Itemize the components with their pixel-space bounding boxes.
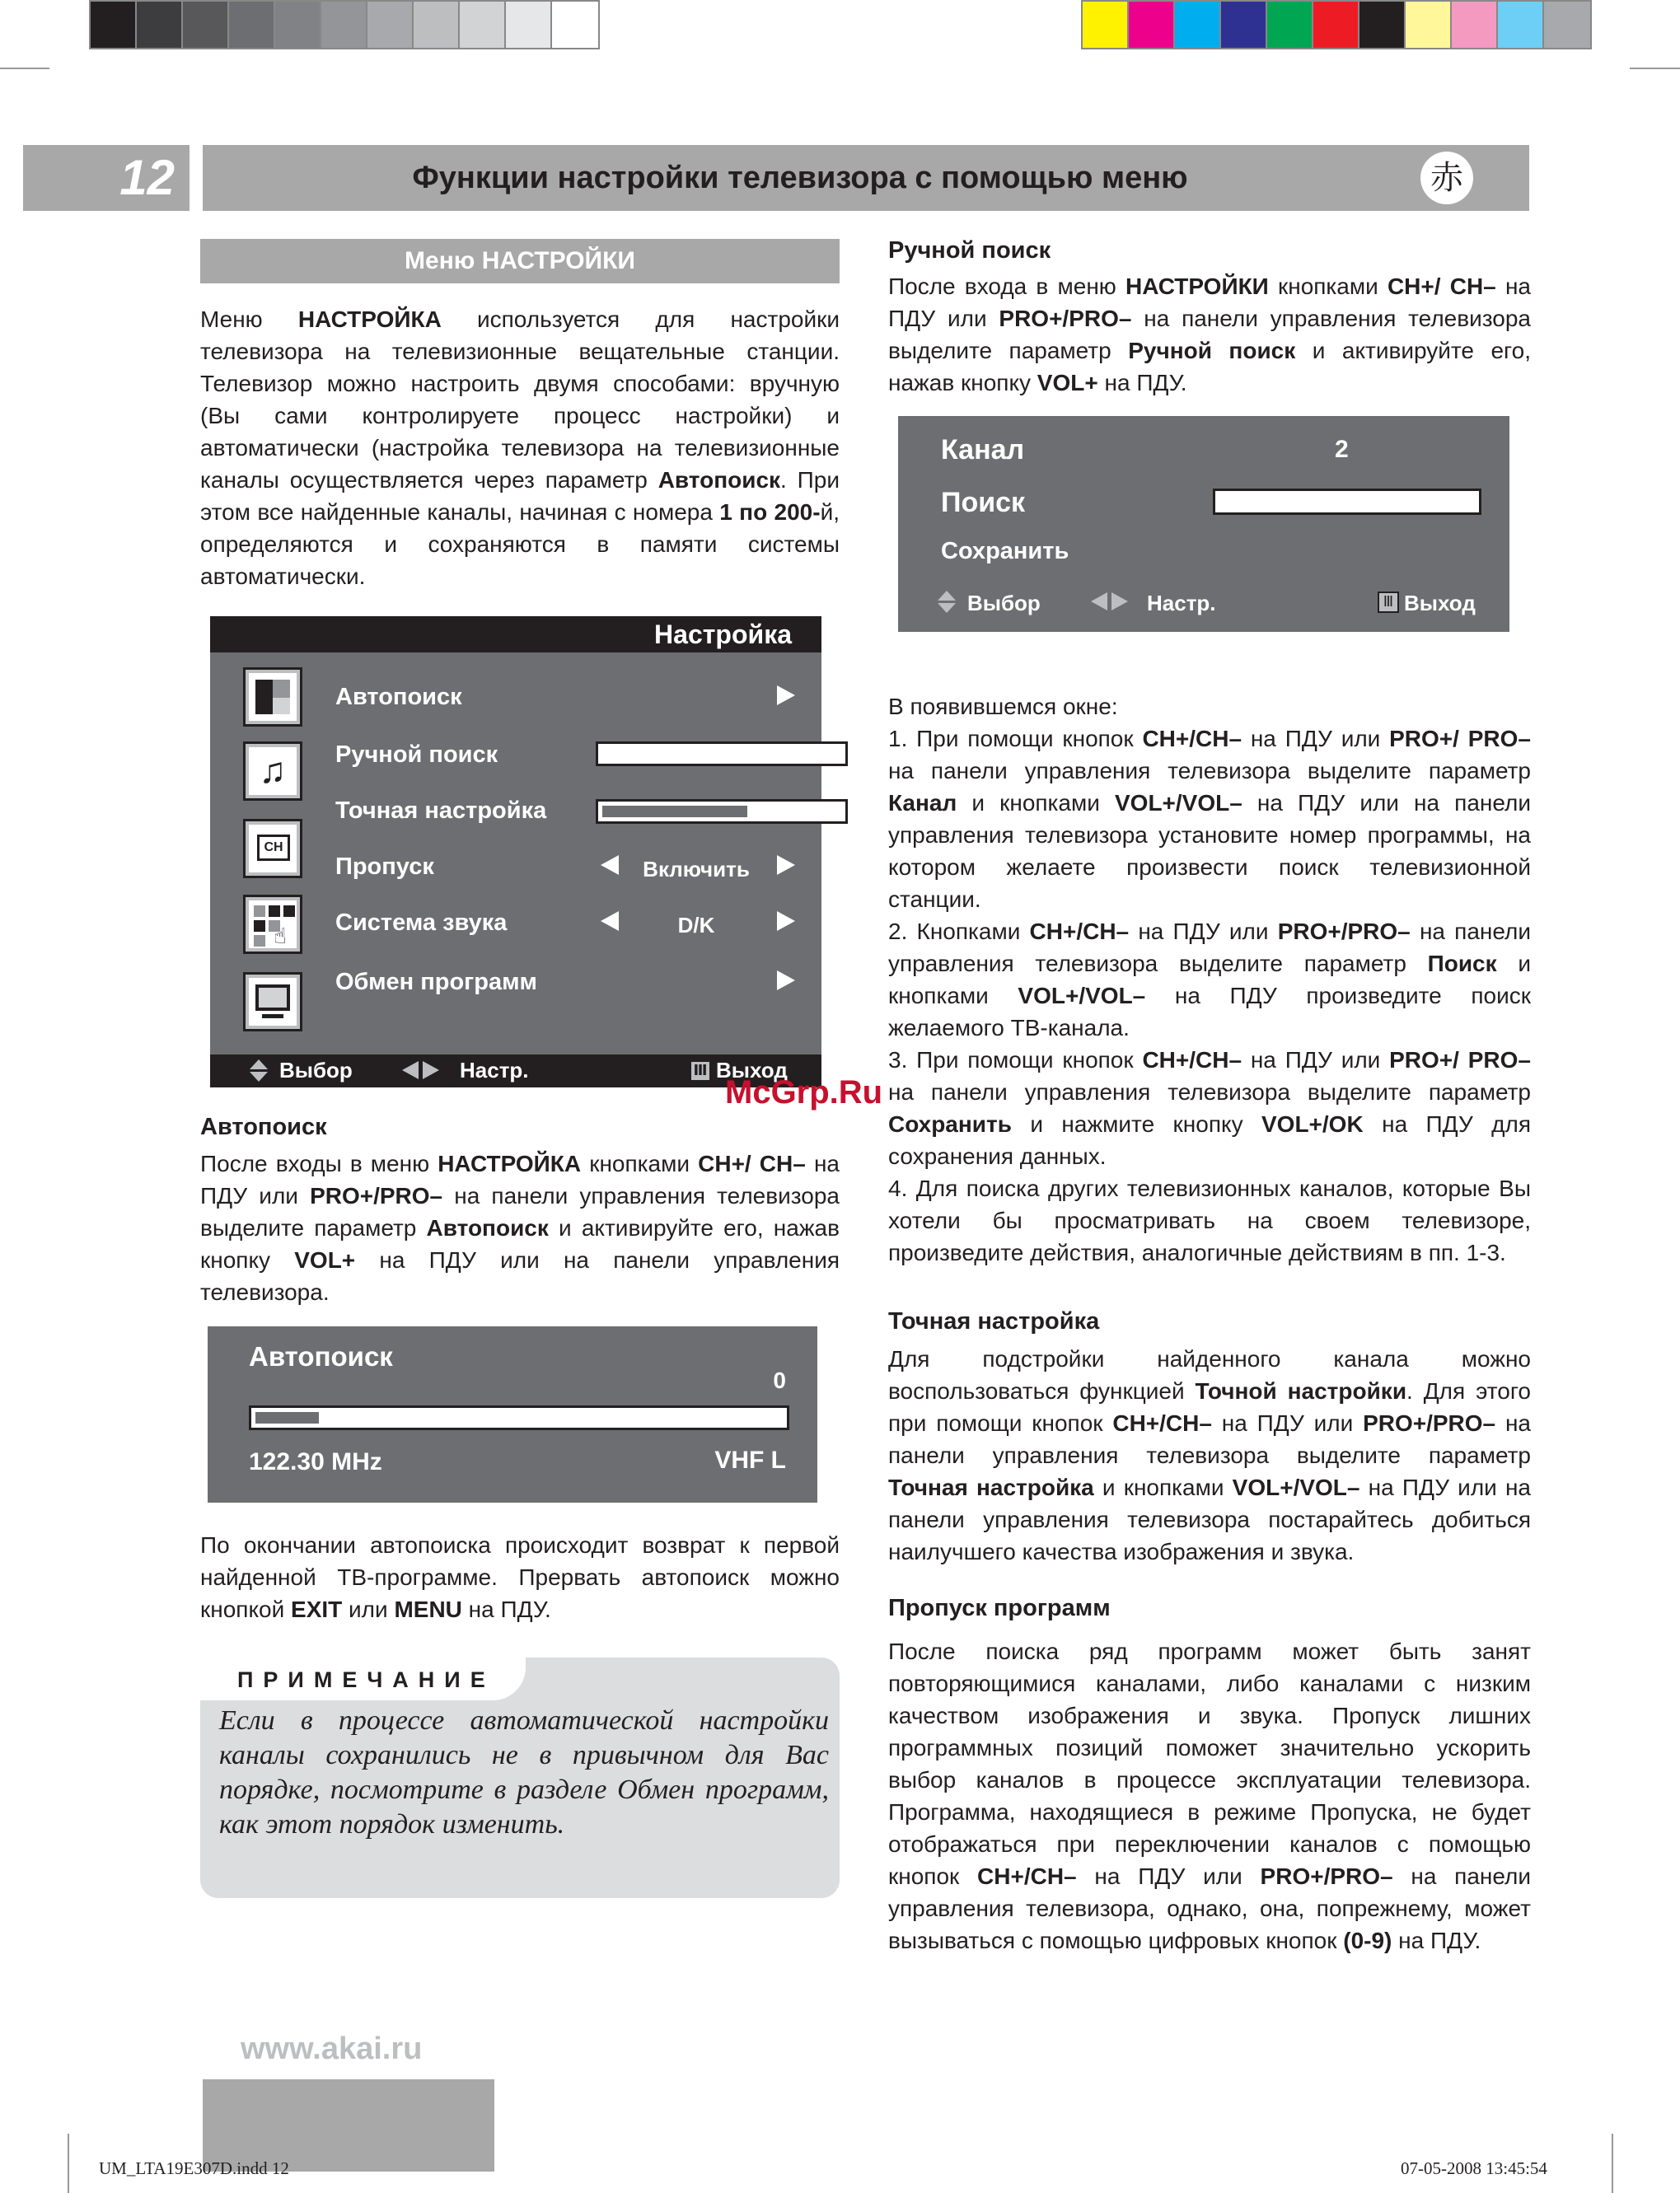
menu-item-sound-system[interactable]: Система звука <box>335 909 508 936</box>
bold-term: Точная настройка <box>888 1475 1094 1500</box>
bold-term: VOL+/OK <box>1261 1111 1364 1137</box>
menu-item-autosearch[interactable]: Автопоиск <box>335 684 462 710</box>
color-swatch <box>183 2 229 48</box>
bold-term: НАСТРОЙКА <box>297 306 442 332</box>
bold-term: PRO+/ PRO– <box>1389 726 1531 751</box>
bold-term: EXIT <box>291 1597 343 1622</box>
manual-search-paragraph: После входа в меню НАСТРОЙКИ кнопками CH+/ CH– на ПДУ или PRO+/PRO– на панели управления телевизора выделите параметр Ручной поиск и активируйте его, нажав кнопку VOL+ на ПДУ. <box>888 274 1531 395</box>
bold-term: НАСТРОЙКИ <box>1125 274 1269 299</box>
up-down-arrow-icon <box>250 1072 268 1082</box>
section-title: Меню НАСТРОЙКИ <box>200 239 840 283</box>
autosearch-frequency: 122.30 MHz <box>249 1448 382 1475</box>
left-right-arrow-icon <box>1091 592 1107 610</box>
color-swatch <box>1129 2 1175 48</box>
color-swatch <box>1267 2 1313 48</box>
settings-menu <box>210 616 821 1087</box>
color-swatch <box>229 2 275 48</box>
footer-file-info: UM_LTA19E307D.indd 12 <box>99 2158 289 2178</box>
fine-tune-paragraph: Для подстройки найденного канала можно воспользоваться функцией Точной настройки. Для этого при помощи кнопок CH+/CH– на ПДУ или PRO+/PRO– на панели управления телевизора выделите параметр Точная настройка и кнопками VOL+/VOL– на ПДУ или на панели управления телевизора постарайтесь добиться наилучшего качества изображения и звука. <box>888 1346 1531 1564</box>
footer-date: 07-05-2008 13:45:54 <box>1401 2158 1547 2178</box>
arrow-left-icon <box>601 855 619 875</box>
color-swatch <box>91 2 137 48</box>
steps-paragraph: В появившемся окне: 1. При помощи кнопок CH+/CH– на ПДУ или PRO+/ PRO– на панели управления телевизора выделите параметр Канал и кнопками VOL+/VOL– на ПДУ или на панели управления телевизора установите номер программы, на котором желаете произвести поиск телевизионной станции. 2. Кнопками CH+/CH– на ПДУ или PRO+/PRO– на панели управления телевизора выделите параметр Поиск и кнопками VOL+/VOL– на ПДУ произведите поиск желаемого ТВ-канала. 3. При помощи кнопок CH+/CH– на ПДУ или PRO+/ PRO– на панели управления телевизора выделите параметр Сохранить и нажмите кнопку VOL+/OK на ПДУ для сохранения данных. 4. Для поиска других телевизионных каналов, которые Вы хотели бы просматривать на своем телевизоре, произведите действия, аналогичные действиям в пп. 1-3. <box>888 694 1531 1265</box>
up-down-arrow-icon <box>250 1059 268 1069</box>
skip-programs-heading: Пропуск программ <box>888 1595 1111 1621</box>
color-swatch <box>137 2 183 48</box>
up-down-arrow-icon <box>938 603 956 613</box>
autosearch-band: VHF L <box>714 1447 786 1474</box>
bold-term: CH+/ CH– <box>1387 274 1496 299</box>
menu-item-program-swap[interactable]: Обмен программ <box>335 969 538 995</box>
color-swatch <box>506 2 552 48</box>
arrow-right-icon <box>777 685 795 705</box>
bold-term: MENU <box>394 1597 462 1622</box>
sound-system-value: D/K <box>677 913 715 938</box>
bold-term: CH+/CH– <box>1112 1410 1212 1436</box>
color-calibration-strip <box>1081 0 1592 49</box>
color-swatch <box>1498 2 1544 48</box>
brand-logo-icon: 赤 <box>1420 152 1473 204</box>
bold-term: PRO+/PRO– <box>1363 1410 1496 1436</box>
bold-term: Ручной поиск <box>1128 338 1296 363</box>
arrow-right-icon <box>777 970 795 990</box>
color-swatch <box>1544 2 1590 48</box>
bold-term: Автопоиск <box>426 1215 549 1241</box>
note-text: Если в процессе автоматической настройки каналы сохранились не в привычном для Вас порядке, посмотрите в разделе Обмен программ, как этот порядок изменить. <box>219 1705 829 1840</box>
bold-term: VOL+ <box>294 1247 356 1273</box>
menu-title-bar <box>210 616 821 652</box>
save-label: Сохранить <box>941 538 1069 564</box>
footer-select-label: Выбор <box>279 1058 353 1082</box>
intro-paragraph: Меню НАСТРОЙКА используется для настройки телевизора на телевизионные вещательные станции. Телевизор можно настроить двумя способами: вручную (Вы сами контролируете процесс настройки) и автоматически (настройка телевизора на телевизионные каналы осуществляется через параметр Автопоиск. При этом все найденные каналы, начиная с номера 1 по 200-й, определяются и сохраняются в памяти системы автоматически. <box>200 306 840 589</box>
up-down-arrow-icon <box>938 591 956 601</box>
bold-term: PRO+/PRO– <box>999 306 1132 331</box>
manual-search-bar <box>596 741 848 766</box>
channel-value: 2 <box>1335 436 1349 463</box>
autosearch-icon <box>243 667 302 727</box>
bold-term: НАСТРОЙКА <box>438 1151 582 1176</box>
menu-item-manual-search[interactable]: Ручной поиск <box>335 741 498 768</box>
music-note-icon: ♫ <box>243 741 302 801</box>
bold-term: VOL+/VOL– <box>1018 983 1146 1008</box>
color-swatch <box>367 2 414 48</box>
bold-term: CH+/ CH– <box>698 1151 806 1176</box>
manual-search-heading: Ручной поиск <box>888 237 1051 264</box>
bold-term: CH+/CH– <box>1142 1047 1242 1073</box>
note-label: ПРИМЕЧАНИЕ <box>237 1667 495 1692</box>
bold-term: CH+/CH– <box>1142 726 1242 751</box>
gray-calibration-strip <box>89 0 600 49</box>
fine-tune-heading: Точная настройка <box>888 1308 1100 1335</box>
tv-ch-icon: CH <box>243 819 302 878</box>
bold-term: Автопоиск <box>657 467 781 493</box>
arrow-right-icon <box>777 911 795 931</box>
page-title: Функции настройки телевизора с помощью меню <box>412 161 1188 195</box>
menu-item-fine-tune[interactable]: Точная настройка <box>335 797 547 824</box>
color-swatch <box>552 2 598 48</box>
crop-mark <box>1630 68 1680 69</box>
autosearch-paragraph: После входы в меню НАСТРОЙКА кнопками CH+/ CH– на ПДУ или PRO+/PRO– на панели управления телевизора выделите параметр Автопоиск и активируйте его, нажав кнопку VOL+ на ПДУ или на панели управления телевизора. <box>200 1151 840 1305</box>
color-swatch <box>1359 2 1406 48</box>
bold-term: PRO+/PRO– <box>1260 1863 1393 1889</box>
page-number: 12 <box>23 145 190 211</box>
bold-term: CH+/CH– <box>977 1863 1077 1889</box>
autosearch-progress-fill <box>255 1412 319 1424</box>
autosearch-box-title: Автопоиск <box>249 1341 393 1372</box>
bold-term: VOL+ <box>1037 370 1098 395</box>
fine-tune-fill <box>602 806 747 817</box>
autosearch-progress-bar <box>249 1405 789 1430</box>
color-swatch <box>1175 2 1221 48</box>
skip-value: Включить <box>643 857 750 881</box>
bold-term: PRO+/PRO– <box>310 1183 443 1209</box>
color-swatch <box>414 2 460 48</box>
search-label: Поиск <box>941 487 1026 518</box>
color-swatch <box>1221 2 1267 48</box>
exit-menu-icon: Ⅲ <box>690 1060 711 1082</box>
monitor-icon <box>243 972 302 1031</box>
crop-mark <box>68 2134 69 2193</box>
autosearch-box <box>208 1326 817 1503</box>
watermark: McGrp.Ru <box>725 1074 883 1111</box>
color-swatch <box>275 2 321 48</box>
bold-term: PRO+/ PRO– <box>1389 1047 1531 1073</box>
color-swatch <box>1313 2 1359 48</box>
arrow-left-icon <box>601 911 619 931</box>
bold-term: Поиск <box>1427 951 1497 976</box>
menu-title: Настройка <box>654 620 792 649</box>
left-right-arrow-icon <box>1111 592 1128 610</box>
autosearch-count: 0 <box>773 1368 786 1393</box>
sound-grid-hand-icon: ☝ <box>243 895 302 954</box>
channel-label: Канал <box>941 434 1025 465</box>
bold-term: VOL+/VOL– <box>1232 1475 1360 1500</box>
color-swatch <box>1406 2 1452 48</box>
skip-programs-paragraph: После поиска ряд программ может быть занят повторяющимися каналами, либо каналами с низким качеством изображения и звука. Пропуск лишних программных позиций поможет значительно ускорить выбор каналов в процессе эксплуатации телевизора. Программа, находящиеся в режиме Пропуска, не будет отображаться при переключении каналов с помощью кнопок CH+/CH– на ПДУ или PRO+/PRO– на панели управления телевизора, однако, она, попрежнему, может вызываться с помощью цифровых кнопок (0-9) на ПДУ. <box>888 1639 1531 1953</box>
color-swatch <box>1083 2 1129 48</box>
crop-mark <box>0 68 49 69</box>
manual-search-box <box>898 416 1509 632</box>
color-swatch <box>321 2 367 48</box>
bold-term: VOL+/VOL– <box>1114 790 1242 816</box>
left-right-arrow-icon <box>402 1061 419 1079</box>
after-autosearch-paragraph: По окончании автопоиска происходит возврат к первой найденной ТВ-программе. Прервать автопоиск можно кнопкой EXIT или MENU на ПДУ. <box>200 1532 840 1622</box>
footer-url[interactable]: www.akai.ru <box>241 2032 423 2066</box>
fine-tune-slider[interactable] <box>596 799 848 824</box>
bold-term: Канал <box>888 790 957 816</box>
search-progress-bar <box>1213 489 1481 515</box>
autosearch-heading: Автопоиск <box>200 1114 327 1140</box>
manual-adjust-label: Настр. <box>1147 591 1216 615</box>
manual-select-label: Выбор <box>967 591 1041 615</box>
bold-term: CH+/CH– <box>1029 919 1130 944</box>
exit-menu-icon: Ⅲ <box>1378 592 1399 613</box>
color-swatch <box>1452 2 1498 48</box>
crop-mark <box>1612 2134 1613 2193</box>
bold-term: Сохранить <box>888 1111 1012 1137</box>
footer-adjust-label: Настр. <box>460 1058 529 1082</box>
footer-exit-label: Выход <box>716 1058 788 1082</box>
bold-term: PRO+/PRO– <box>1277 919 1411 944</box>
arrow-right-icon <box>777 855 795 875</box>
bold-term: (0-9) <box>1343 1928 1392 1953</box>
bold-term: Точной настройки <box>1195 1378 1407 1404</box>
left-right-arrow-icon <box>423 1061 439 1079</box>
manual-exit-label: Выход <box>1404 591 1476 615</box>
color-swatch <box>460 2 506 48</box>
bold-term: 1 по 200- <box>719 499 821 525</box>
menu-item-skip[interactable]: Пропуск <box>335 853 434 880</box>
